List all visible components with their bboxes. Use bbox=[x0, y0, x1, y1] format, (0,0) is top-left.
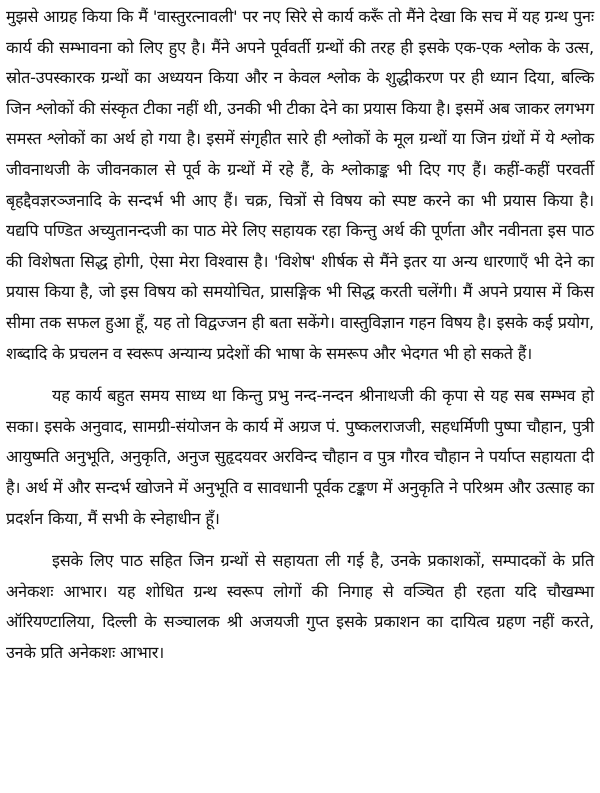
paragraph-2: यह कार्य बहुत समय साध्य था किन्तु प्रभु नन्द-नन्दन श्रीनाथजी की कृपा से यह सब सम्भव हो सका। इसके अनुवाद, सामग्री-संयोजन के कार्य में अग्रज पं. पुष्कलराजजी, सहधर्मिणी पुष्पा चौहान, पुत्री आयुष्मति अनुभूति, अनुकृति, अनुज सुहृदयवर अरविन्द चौहान व पुत्र गौरव चौहान ने पर्याप्त सहायता दी है। अर्थ में और सन्दर्भ खोजने में अनुभूति व सावधानी पूर्वक टङ्कण में अनुकृति ने परिश्रम और उत्साह का प्रदर्शन किया, मैं सभी के स्नेहाधीन हूँ। bbox=[6, 386, 594, 528]
paragraph-3: इसके लिए पाठ सहित जिन ग्रन्थों से सहायता ली गई है, उनके प्रकाशकों, सम्पादकों के प्रति अनेकशः आभार। यह शोधित ग्रन्थ स्वरूप लोगों की निगाह से वञ्चित ही रहता यदि चौखम्भा ऑरियण्टालिया, दिल्ली के सञ्चालक श्री अजयजी गुप्त इसके प्रकाशन का दायित्व ग्रहण नहीं करते, उनके प्रति अनेकशः आभार। bbox=[6, 551, 594, 662]
paragraph-1: मुझसे आग्रह किया कि मैं 'वास्तुरत्नावली' पर नए सिरे से कार्य करूँ तो मैंने देखा कि सच में यह ग्रन्थ पुनः कार्य की सम्भावना को लिए हुए है। मैंने अपने पूर्ववर्ती ग्रन्थों की तरह ही इसके एक-एक श्लोक के उत्स, स्रोत-उपस्कारक ग्रन्थों का अध्ययन किया और न केवल श्लोक के शुद्धीकरण पर ही ध्यान दिया, बल्कि जिन श्लोकों की संस्कृत टीका नहीं थी, उनकी भी टीका देने का प्रयास किया है। इसमें अब जाकर लगभग समस्त श्लोकों का अर्थ हो गया है। इसमें संगृहीत सारे ही श्लोकों के मूल ग्रन्थों या जिन ग्रंथों में ये श्लोक जीवनाथजी के जीवनकाल से पूर्व के ग्रन्थों में रहे हैं, के श्लोकाङ्क भी दिए गए हैं। कहीं-कहीं परवर्ती बृहद्दैवज्ञरञ्जनादि के सन्दर्भ भी आए हैं। चक्र, चित्रों से विषय को स्पष्ट करने का भी प्रयास किया है। यद्यपि पण्डित अच्युतानन्दजी का पाठ मेरे लिए सहायक रहा किन्तु अर्थ की पूर्णता और नवीनता इस पाठ की विशेषता सिद्ध होगी, ऐसा मेरा विश्वास है। 'विशेष' शीर्षक से मैंने इतर या अन्य धारणाएँ भी देने का प्रयास किया है, जो इस विषय को समयोचित, प्रासङ्गिक भी सिद्ध करती चलेंगी। मैं अपने प्रयास में किस सीमा तक सफल हुआ हूँ, यह तो विद्वज्जन ही बता सकेंगे। वास्तुविज्ञान गहन विषय है। इसके कई प्रयोग, शब्दादि के प्रचलन व स्वरूप अन्यान्य प्रदेशों की भाषा के समरूप और भेदगत भी हो सकते हैं। bbox=[6, 7, 594, 363]
document-page bbox=[6, 2, 594, 668]
